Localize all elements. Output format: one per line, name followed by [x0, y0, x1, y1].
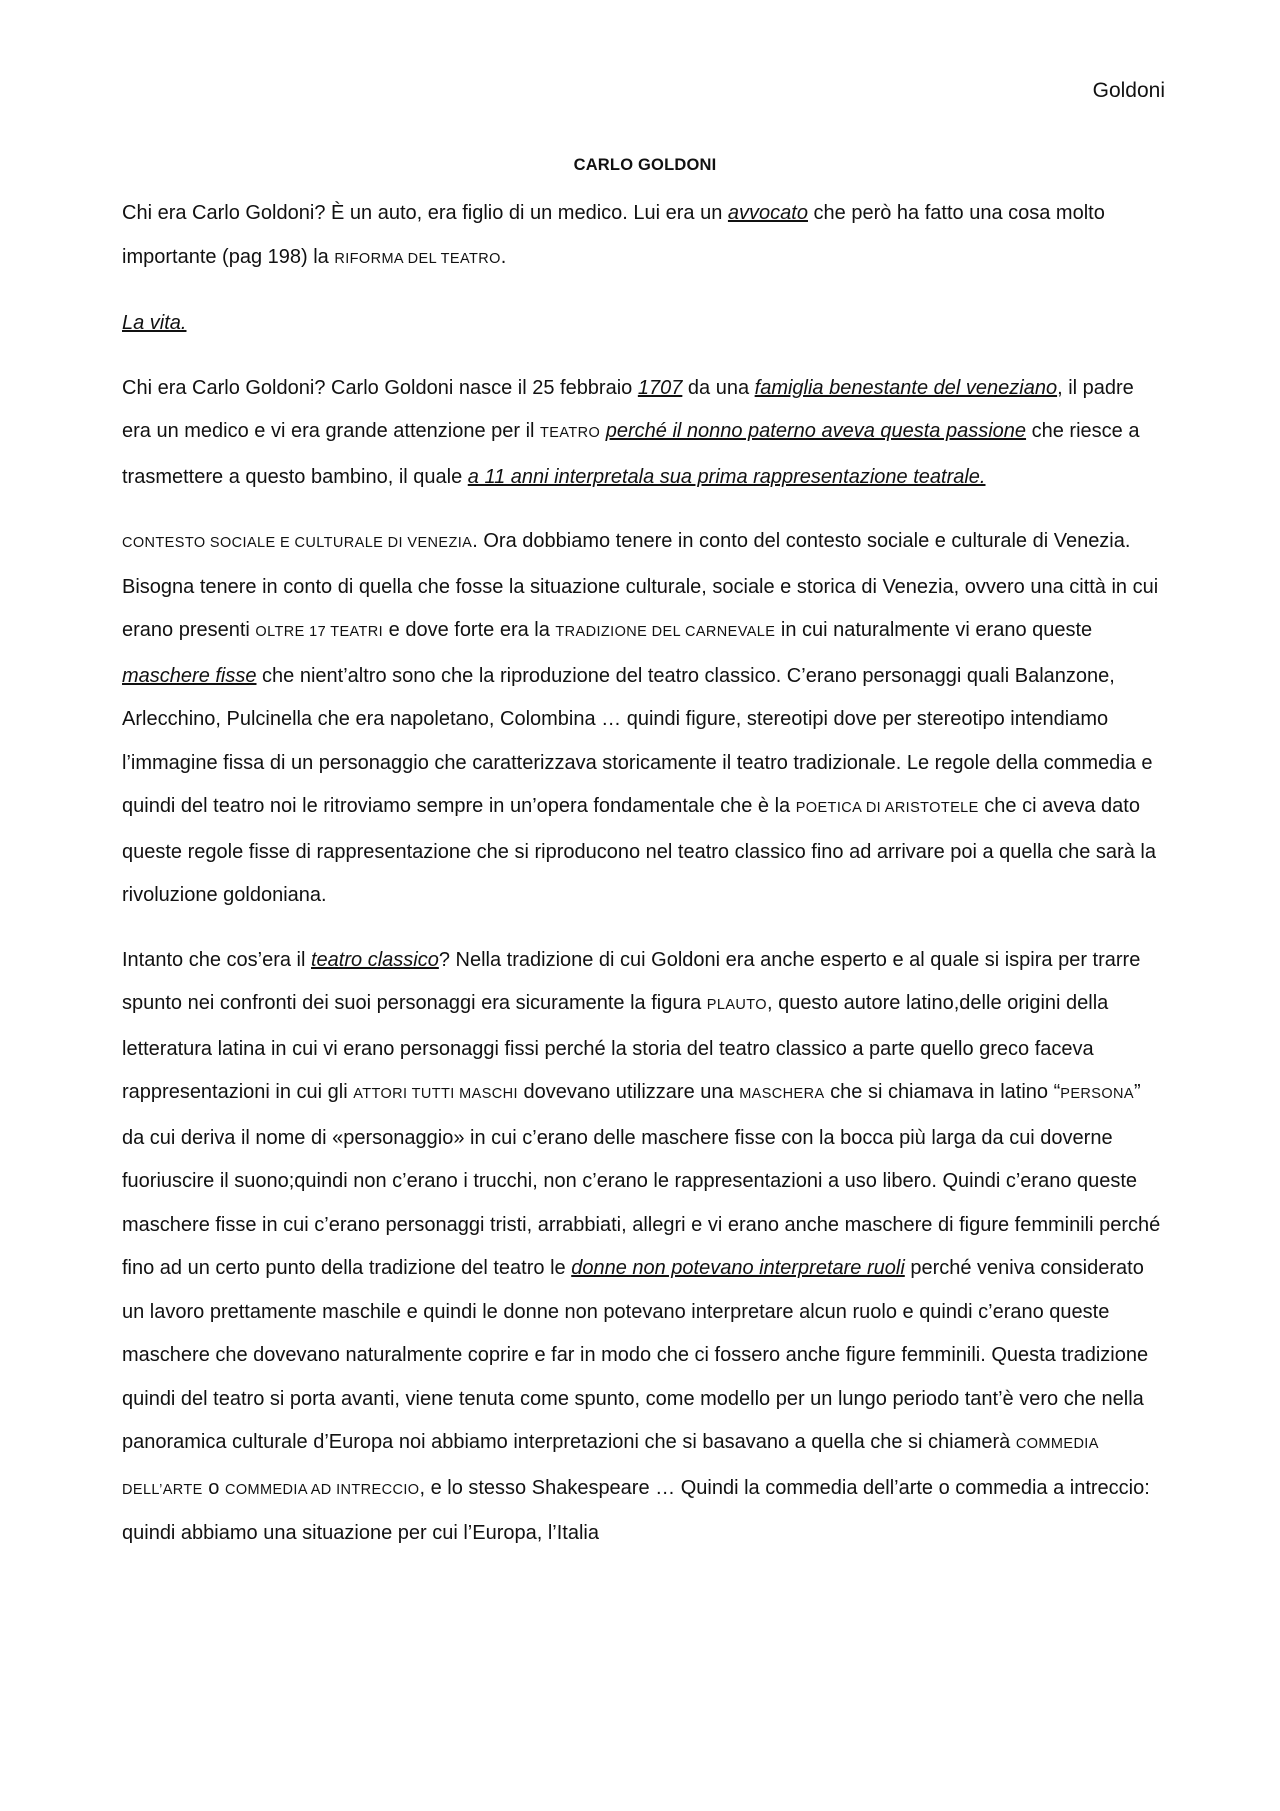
smallcaps-contesto: CONTESTO SOCIALE E CULTURALE DI VENEZIA — [122, 535, 473, 551]
emphasis-donne: donne non potevano interpretare ruoli — [571, 1257, 905, 1279]
paragraph-teatro-classico — [122, 939, 1168, 1556]
running-header: Goldoni — [1092, 79, 1165, 102]
text-run: da una — [682, 376, 755, 399]
text-run: che però ha fatto una cosa molto importante (pag 198) la — [122, 202, 1105, 268]
text-run: perché veniva considerato un lavoro prettamente maschile e quindi le donne non potevano interpretare alcun ruolo e quindi c’erano queste maschere che dovevano naturalmente coprire e far in modo che ci fossero anche figure femminili. Questa tradizione quindi del teatro si porta avanti, viene tenuta come spunto, come modello per un lungo periodo tant’è vero che nella panoramica culturale d’Europa noi abbiamo interpretazioni che si basavano a quella che si chiamerà — [122, 1257, 1149, 1453]
text-run: che riesce a trasmettere a questo bambino, il quale — [122, 420, 1140, 488]
smallcaps-carnevale: TRADIZIONE DEL CARNEVALE — [555, 624, 776, 640]
smallcaps-plauto: PLAUTO — [706, 997, 767, 1013]
emphasis-teatro-classico: teatro classico — [311, 948, 439, 971]
text-run: , e lo stesso Shakespeare … Quindi la commedia dell’arte o commedia a intreccio: quindi abbiamo una situazione per cui l’Europa, l’Italia — [122, 1476, 1150, 1544]
text-run: e dove forte era la — [383, 619, 556, 641]
emphasis-famiglia: famiglia benestante del veneziano — [754, 376, 1058, 399]
text-run: dovevano utilizzare una — [517, 1081, 740, 1103]
text-run: , questo autore latino,delle origini della letteratura latina in cui vi erano personaggi fissi perché la storia del teatro classico a parte quello greco faceva rappresentazioni in cui gli — [122, 992, 1109, 1103]
document-body — [122, 152, 1168, 1577]
text-run: , il padre era un medico e vi era grande attenzione per il — [122, 376, 1134, 442]
smallcaps-persona: PERSONA — [1060, 1086, 1134, 1102]
emphasis-11-anni: a 11 anni interpretala sua prima rappresentazione teatrale. — [467, 465, 986, 488]
smallcaps-commedia-intreccio: COMMEDIA AD INTRECCIO — [224, 1481, 420, 1498]
text-run: Chi era Carlo Goldoni? È un auto, era figlio di un medico. Lui era un — [122, 202, 728, 224]
text-run: . — [500, 245, 507, 268]
emphasis-year: 1707 — [637, 376, 683, 399]
emphasis-avvocato: avvocato — [727, 202, 808, 224]
smallcaps-teatro: TEATRO — [540, 425, 601, 441]
text-run: che ci aveva dato queste regole fisse di rappresentazione che si riproducono nel teatro classico fino ad arrivare poi a quella che sarà la rivoluzione goldoniana. — [122, 795, 1156, 906]
section-heading-la-vita — [122, 302, 1168, 346]
paragraph-intro — [122, 192, 1168, 281]
section-heading-text: La vita. — [122, 312, 187, 334]
text-run: . Ora dobbiamo tenere in conto del contesto sociale e culturale di Venezia. Bisogna tenere in conto di quella che fosse la situazione culturale, sociale e storica di Venezia, ovvero una città in cui erano presenti — [122, 530, 1159, 641]
text-run: Intanto che cos’era il — [122, 948, 311, 971]
smallcaps-teatri: OLTRE 17 TEATRI — [255, 624, 384, 640]
smallcaps-commedia-arte: COMMEDIA DELL’ARTE — [122, 1436, 1099, 1498]
smallcaps-attori: ATTORI TUTTI MASCHI — [353, 1086, 518, 1102]
smallcaps-maschera: MASCHERA — [739, 1086, 825, 1102]
smallcaps-riforma: RIFORMA DEL TEATRO — [334, 250, 501, 267]
text-run: che si chiamava in latino “ — [824, 1081, 1061, 1103]
document-title: CARLO GOLDONI — [573, 156, 717, 174]
paragraph-contesto — [122, 520, 1168, 918]
smallcaps-poetica: POETICA DI ARISTOTELE — [795, 800, 979, 816]
text-run: che nient’altro sono che la riproduzione del teatro classico. C’erano personaggi quali Balanzone, Arlecchino, Pulcinella che era napoletano, Colombina … quindi figure, stereotipi dove per stereotipo intendiamo l’immagine fissa di un personaggio che caratterizzava storicamente il teatro tradizionale. Le regole della commedia e quindi del teatro noi le ritroviamo sempre in un’opera fondamentale che è la — [122, 664, 1153, 817]
text-run: Chi era Carlo Goldoni? Carlo Goldoni nasce il 25 febbraio — [122, 376, 638, 399]
text-run: ” da cui deriva il nome di «personaggio» in cui c’erano delle maschere fisse con la bocca più larga da cui doverne fuoriuscire il suono;quindi non c’erano i trucchi, non c’erano le rappresentazioni a uso libero. Quindi c’erano queste maschere fisse in cui c’erano personaggi tristi, arrabbiati, allegri e vi erano anche maschere di figure femminili perché fino ad un certo punto della tradizione del teatro le — [122, 1081, 1161, 1279]
text-run: ? Nella tradizione di cui Goldoni era anche esperto e al quale si ispira per trarre spunto nei confronti dei suoi personaggi era sicuramente la figura — [122, 948, 1141, 1014]
emphasis-nonno: perché il nonno paterno aveva questa passione — [605, 420, 1027, 442]
text-run: o — [202, 1476, 225, 1499]
paragraph-vita — [122, 367, 1168, 500]
emphasis-maschere: maschere fisse — [122, 664, 257, 687]
text-run: in cui naturalmente vi erano queste — [775, 619, 1093, 641]
